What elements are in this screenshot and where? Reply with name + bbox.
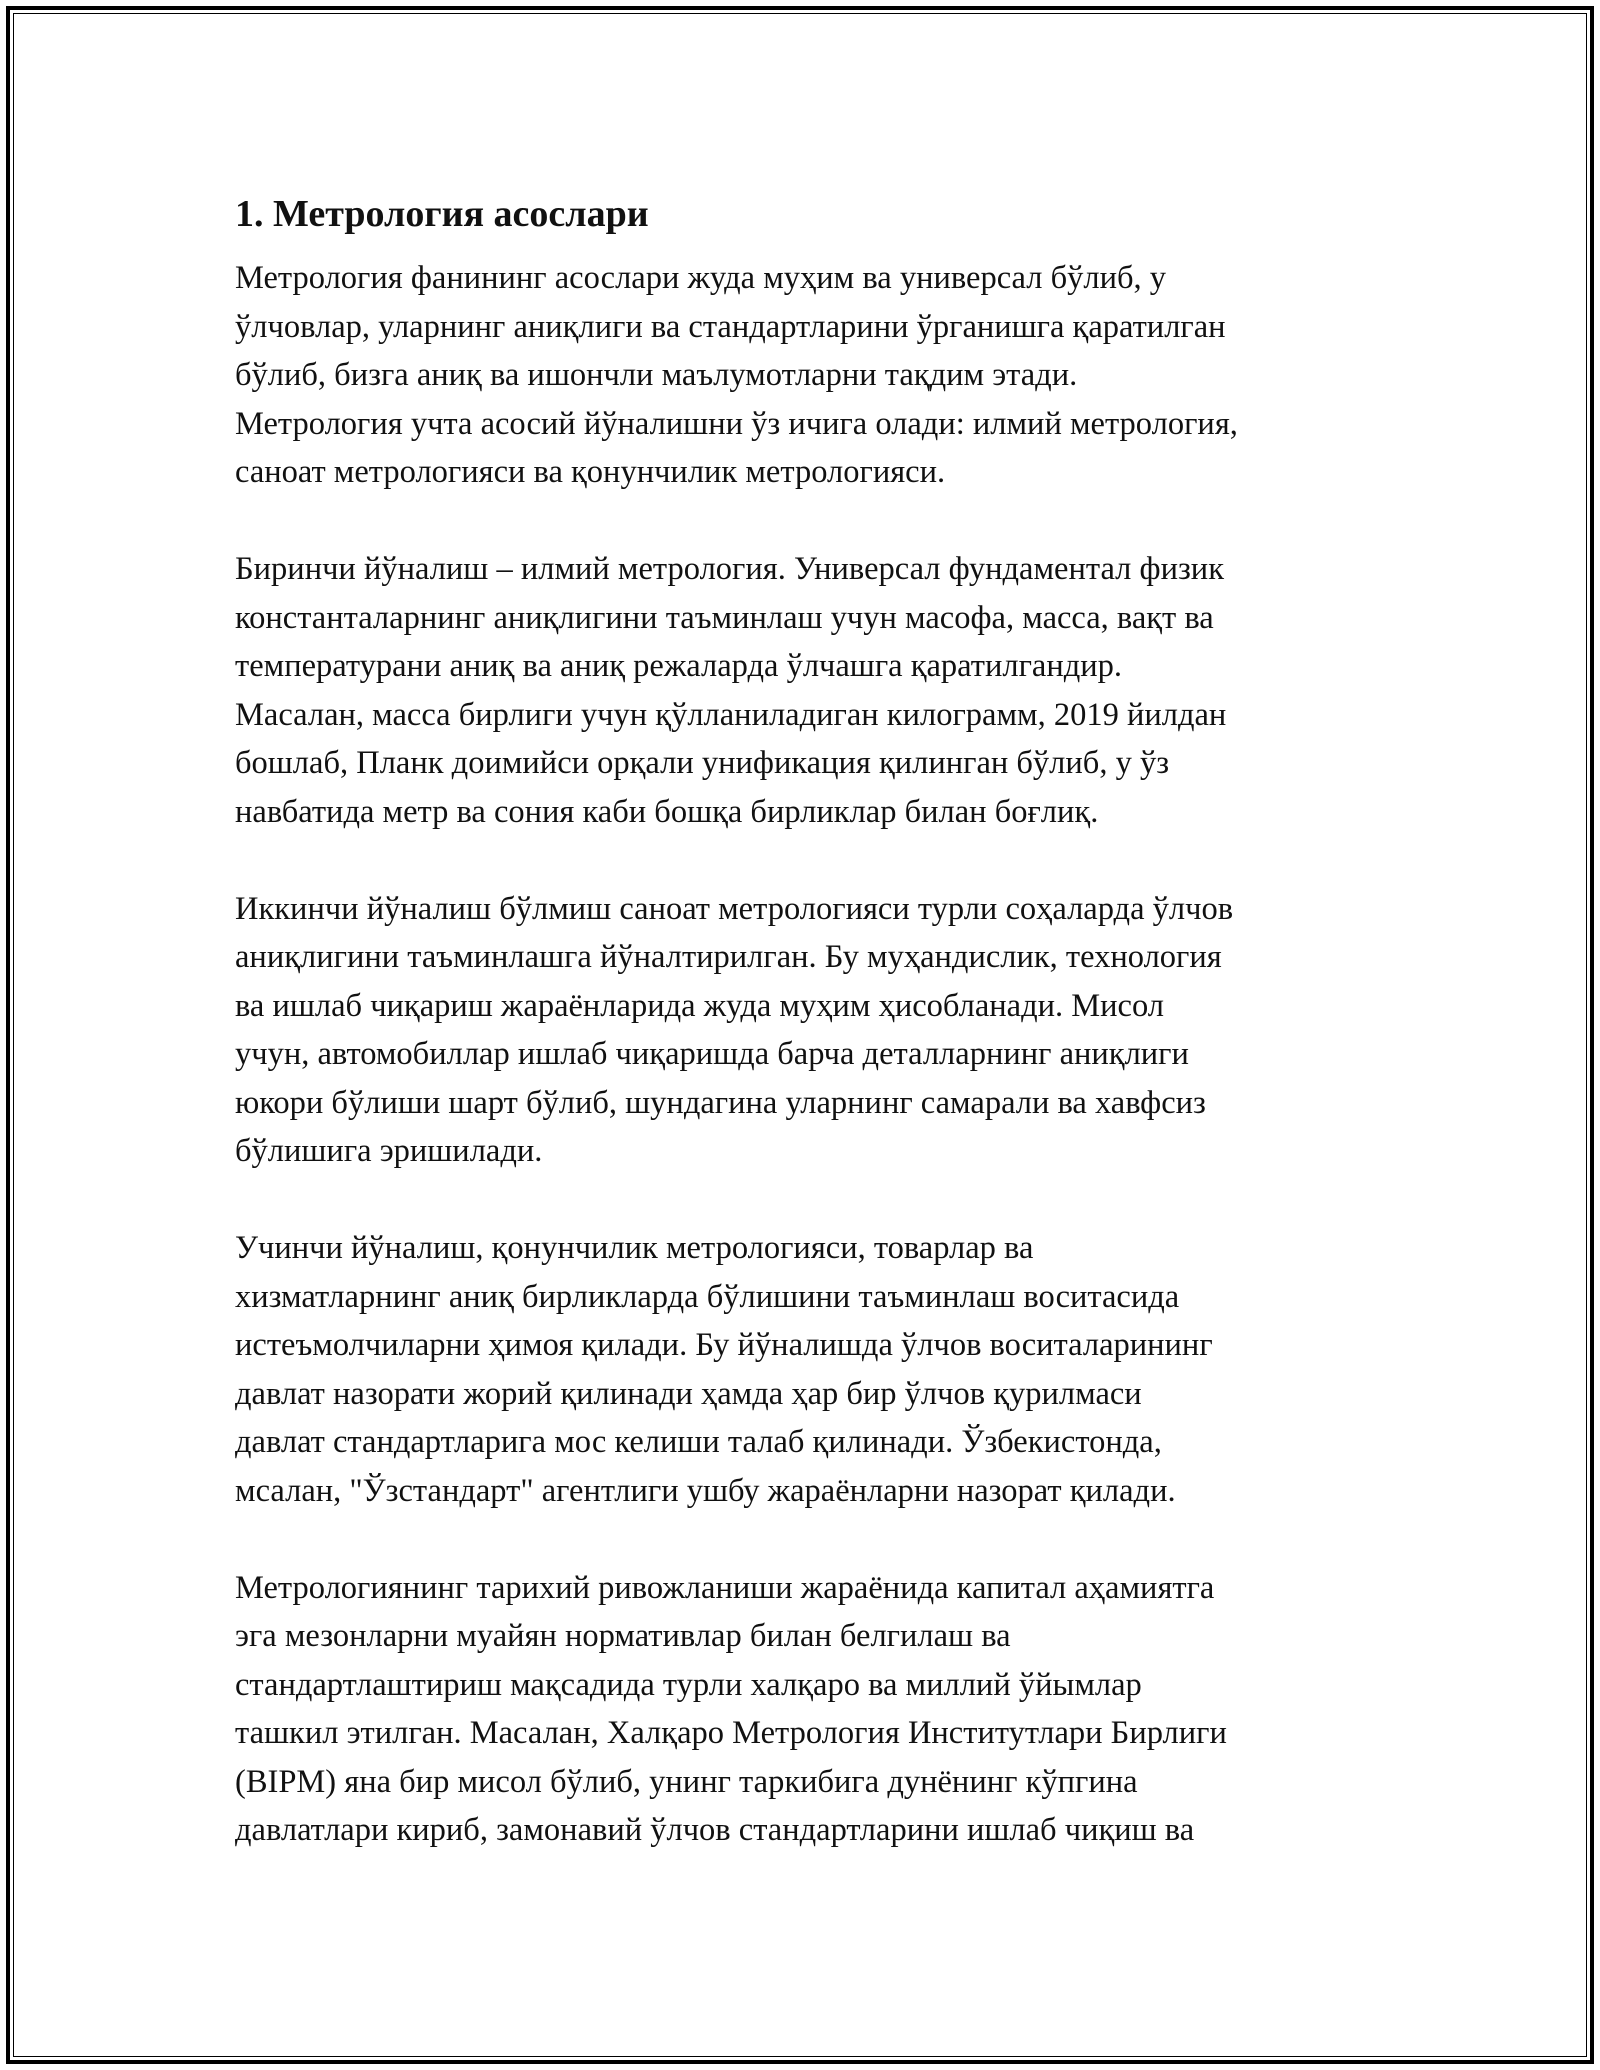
text-line: Метрология фанининг асослари жуда муҳим ва универсал бўлиб, у [235,260,1167,296]
text-line: Биринчи йўналиш – илмий метрология. Универсал фундаментал физик [235,551,1224,587]
paragraph [235,885,1385,1176]
text-line: ўлчовлар, уларнинг аниқлиги ва стандартларини ўрганишга қаратилган [235,308,1226,345]
text-line: Иккинчи йўналиш бўлмиш саноат метрологияси турли соҳаларда ўлчов [235,890,1234,927]
body-text [235,254,1385,1855]
text-line: давлат назорати жорий қилинади ҳамда ҳар бир ўлчов қурилмаси [235,1375,1142,1412]
paragraph [235,1224,1385,1515]
paragraph [235,254,1385,497]
document-body [235,188,1385,1903]
text-line: бошлаб, Планк доимийси орқали унификация қилинган бўлиб, у ўз [235,745,1170,781]
text-line: ва ишлаб чиқариш жараёнларида жуда муҳим ҳисобланади. Мисол [235,987,1165,1024]
text-line: Учинчи йўналиш, қонунчилик метрологияси, товарлар ва [235,1230,1034,1266]
paragraph [235,545,1385,836]
text-line: Метрология учта асосий йўналишни ўз ичига олади: илмий метрология, [235,405,1238,442]
paragraph [235,1564,1385,1855]
text-line: давлатлари кириб, замонавий ўлчов стандартларини ишлаб чиқиш ва [235,1812,1195,1848]
text-line: бўлиб, бизга аниқ ва ишончли маълумотларни тақдим этади. [235,357,1078,393]
text-line: давлат стандартларига мос келиши талаб қилинади. Ўзбекистонда, [235,1424,1162,1460]
text-line: стандартлаштириш мақсадида турли халқаро ва миллий ўйымлар [235,1666,1142,1703]
text-line: Масалан, масса бирлиги учун қўлланиладиган килограмм, 2019 йилдан [235,696,1227,733]
page-title: 1. Метрология асослари [235,193,649,235]
text-line: мсалан, "Ўзстандарт" агентлиги ушбу жараёнларни назорат қилади. [235,1472,1176,1509]
text-line: температурани аниқ ва аниқ режаларда ўлчашга қаратилгандир. [235,648,1123,684]
text-line: аниқлигини таъминлашга йўналтирилган. Бу муҳандислик, технология [235,939,1222,975]
text-line: эга мезонларни муайян нормативлар билан белгилаш ва [235,1618,1011,1654]
text-line: навбатида метр ва сония каби бошқа бирликлар билан боғлиқ. [235,793,1099,830]
text-line: Метрологиянинг тарихий ривожланиши жараёнида капитал аҳамиятга [235,1569,1215,1606]
text-line: хизматларнинг аниқ бирликларда бўлишини таъминлаш воситасида [235,1278,1180,1315]
text-line: ташкил этилган. Масалан, Халқаро Метрология Институтлари Бирлиги [235,1715,1227,1751]
text-line: истеъмолчиларни ҳимоя қилади. Бу йўналишда ўлчов воситаларининг [235,1327,1213,1363]
text-line: (BIPM) яна бир мисол бўлиб, унинг таркибига дунёнинг кўпгина [235,1763,1138,1800]
text-line: саноат метрологияси ва қонунчилик метрологияси. [235,454,946,490]
text-line: константаларнинг аниқлигини таъминлаш учун масофа, масса, вақт ва [235,599,1214,636]
text-line: бўлишига эришилади. [235,1133,543,1169]
text-line: учун, автомобиллар ишлаб чиқаришда барча деталларнинг аниқлиги [235,1036,1189,1072]
text-line: юкори бўлиши шарт бўлиб, шундагина уларнинг самарали ва хавфсиз [235,1084,1206,1121]
